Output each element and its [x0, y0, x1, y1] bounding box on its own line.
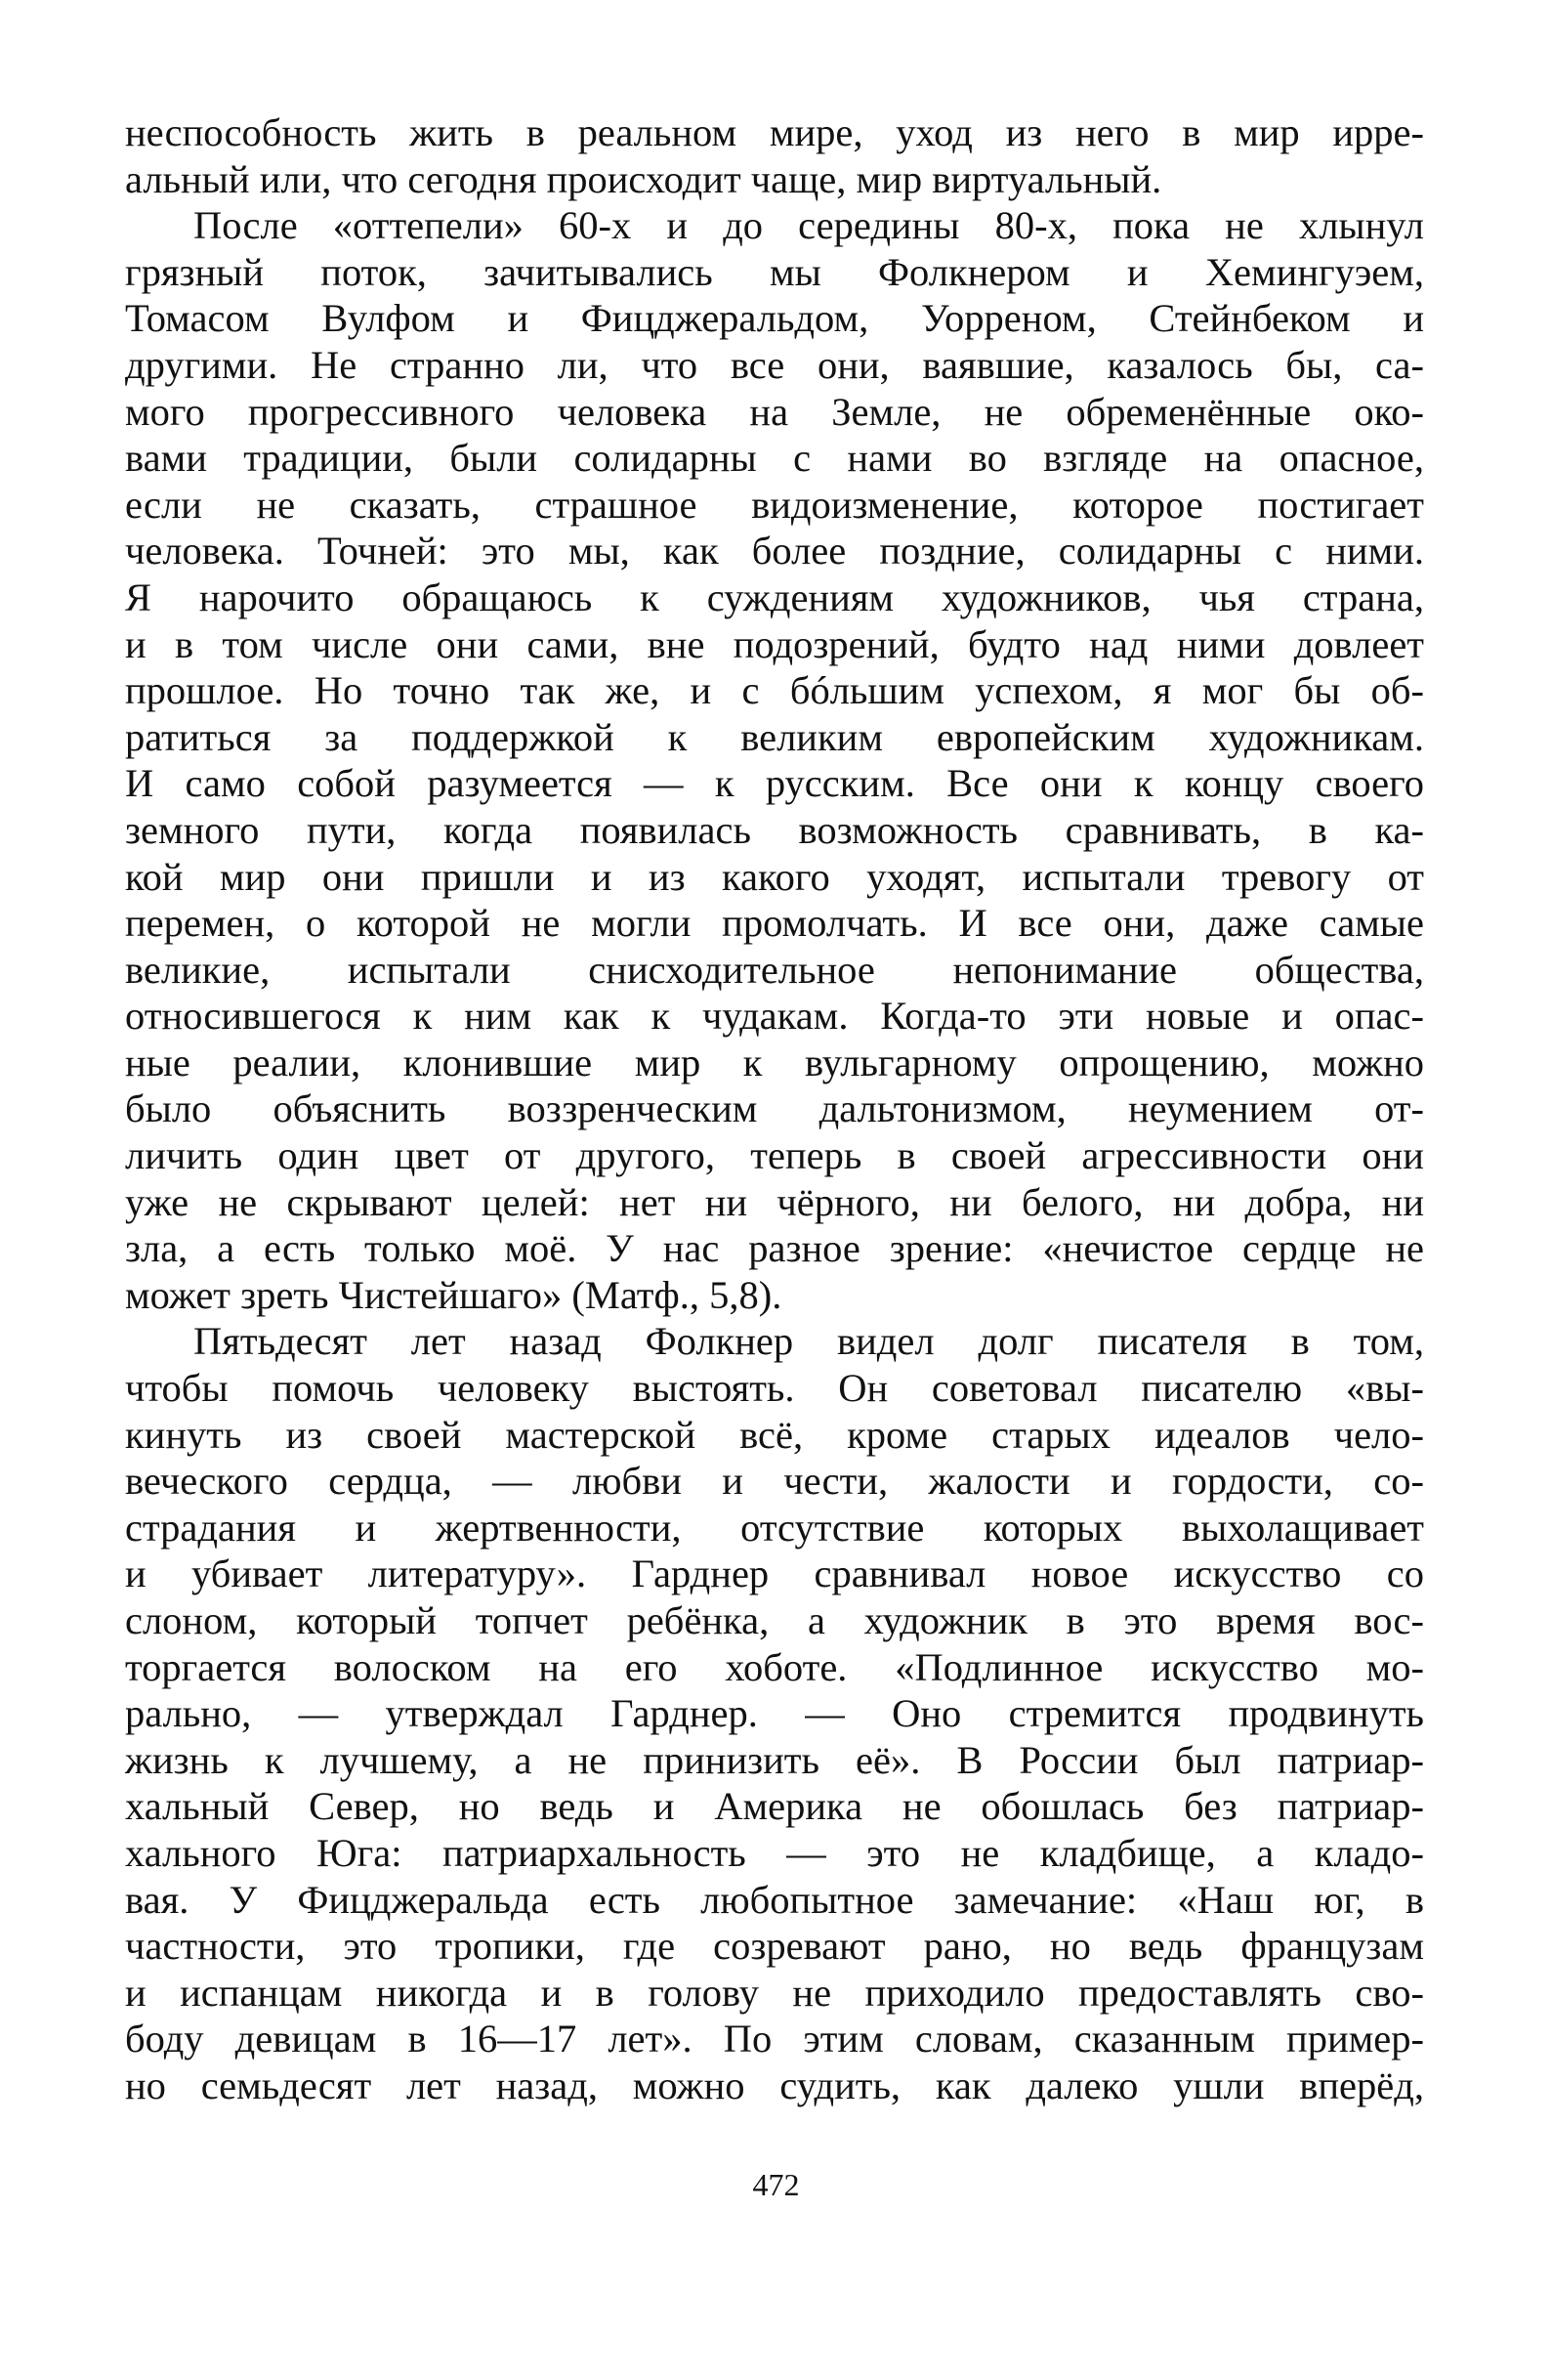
text-line: другими. Не странно ли, что все они, ваявшие, казалось бы, са-	[125, 342, 1424, 387]
body-text	[125, 109, 1424, 2109]
paragraph-start-line: После «оттепели» 60-х и до середины 80-х, пока не хлынул	[193, 203, 1424, 248]
text-line: частности, это тропики, где созревают рано, но ведь французам	[125, 1924, 1424, 1969]
text-line: хальный Север, но ведь и Америка не обошлась без патриар-	[125, 1784, 1424, 1829]
text-line: если не сказать, страшное видоизменение, которое постигает	[125, 482, 1424, 527]
text-line: кой мир они пришли и из какого уходят, испытали тревогу от	[125, 854, 1424, 899]
text-line: но семьдесят лет назад, можно судить, как далеко ушли вперёд,	[125, 2062, 1424, 2107]
text-line: чтобы помочь человеку выстоять. Он советовал писателю «вы-	[125, 1366, 1424, 1411]
text-line: веческого сердца, — любви и чести, жалости и гордости, со-	[125, 1459, 1424, 1504]
text-line: было объяснить воззренческим дальтонизмом, неумением от-	[125, 1086, 1424, 1131]
text-line: ратиться за поддержкой к великим европейским художникам.	[125, 714, 1424, 759]
page-number: 472	[752, 2167, 800, 2202]
text-line: уже не скрывают целей: нет ни чёрного, ни белого, ни добра, ни	[125, 1179, 1424, 1224]
text-line: прошлое. Но точно так же, и с бóльшим успехом, я мог бы об-	[125, 668, 1424, 713]
text-line: грязный поток, зачитывались мы Фолкнером и Хемингуэем,	[125, 249, 1424, 294]
text-line: кинуть из своей мастерской всё, кроме старых идеалов чело-	[125, 1412, 1424, 1457]
text-line: перемен, о которой не могли промолчать. И все они, даже самые	[125, 901, 1424, 946]
text-line: вая. У Фицджеральда есть любопытное замечание: «Наш юг, в	[125, 1877, 1424, 1922]
text-line: страдания и жертвенности, отсутствие которых выхолащивает	[125, 1505, 1424, 1550]
text-line: хального Юга: патриархальность — это не кладбище, а кладо-	[125, 1830, 1424, 1875]
text-line: боду девицам в 16—17 лет». По этим словам, сказанным пример-	[125, 2017, 1424, 2061]
text-line: И само собой разумеется — к русским. Все они к концу своего	[125, 761, 1424, 806]
text-line: и убивает литературу». Гарднер сравнивал новое искусство со	[125, 1551, 1424, 1596]
text-line: личить один цвет от другого, теперь в своей агрессивности они	[125, 1133, 1424, 1178]
text-line: рально, — утверждал Гарднер. — Оно стремится продвинуть	[125, 1691, 1424, 1736]
text-line: может зреть Чистейшаго» (Матф., 5,8).	[125, 1272, 782, 1317]
text-line: и в том числе они сами, вне подозрений, будто над ними довлеет	[125, 621, 1424, 666]
text-line: торгается волоском на его хоботе. «Подлинное искусство мо-	[125, 1644, 1424, 1689]
text-line: вами традиции, были солидарны с нами во взгляде на опасное,	[125, 436, 1424, 481]
paragraph-start-line: Пятьдесят лет назад Фолкнер видел долг писателя в том,	[193, 1319, 1424, 1364]
text-line: великие, испытали снисходительное непонимание общества,	[125, 947, 1424, 992]
text-line: ные реалии, клонившие мир к вульгарному опрощению, можно	[125, 1040, 1424, 1084]
text-line: Томасом Вулфом и Фицджеральдом, Уорреном, Стейнбеком и	[125, 296, 1424, 341]
text-line: и испанцам никогда и в голову не приходило предоставлять сво-	[125, 1970, 1424, 2015]
text-line: зла, а есть только моё. У нас разное зрение: «нечистое сердце не	[125, 1226, 1424, 1271]
text-line: человека. Точней: это мы, как более поздние, солидарны с ними.	[125, 529, 1424, 574]
text-line: земного пути, когда появилась возможность сравнивать, в ка-	[125, 807, 1424, 852]
text-line: слоном, который топчет ребёнка, а художник в это время вос-	[125, 1598, 1424, 1642]
text-line: мого прогрессивного человека на Земле, не обременённые око-	[125, 389, 1424, 434]
text-line: относившегося к ним как к чудакам. Когда-то эти новые и опас-	[125, 994, 1424, 1039]
text-line: Я нарочито обращаюсь к суждениям художников, чья страна,	[125, 574, 1424, 619]
text-line: жизнь к лучшему, а не принизить её». В России был патриар-	[125, 1737, 1424, 1782]
text-line: альный или, что сегодня происходит чаще, мир виртуальный.	[125, 156, 1162, 201]
text-line: неспособность жить в реальном мире, уход из него в мир ирре-	[125, 110, 1424, 154]
